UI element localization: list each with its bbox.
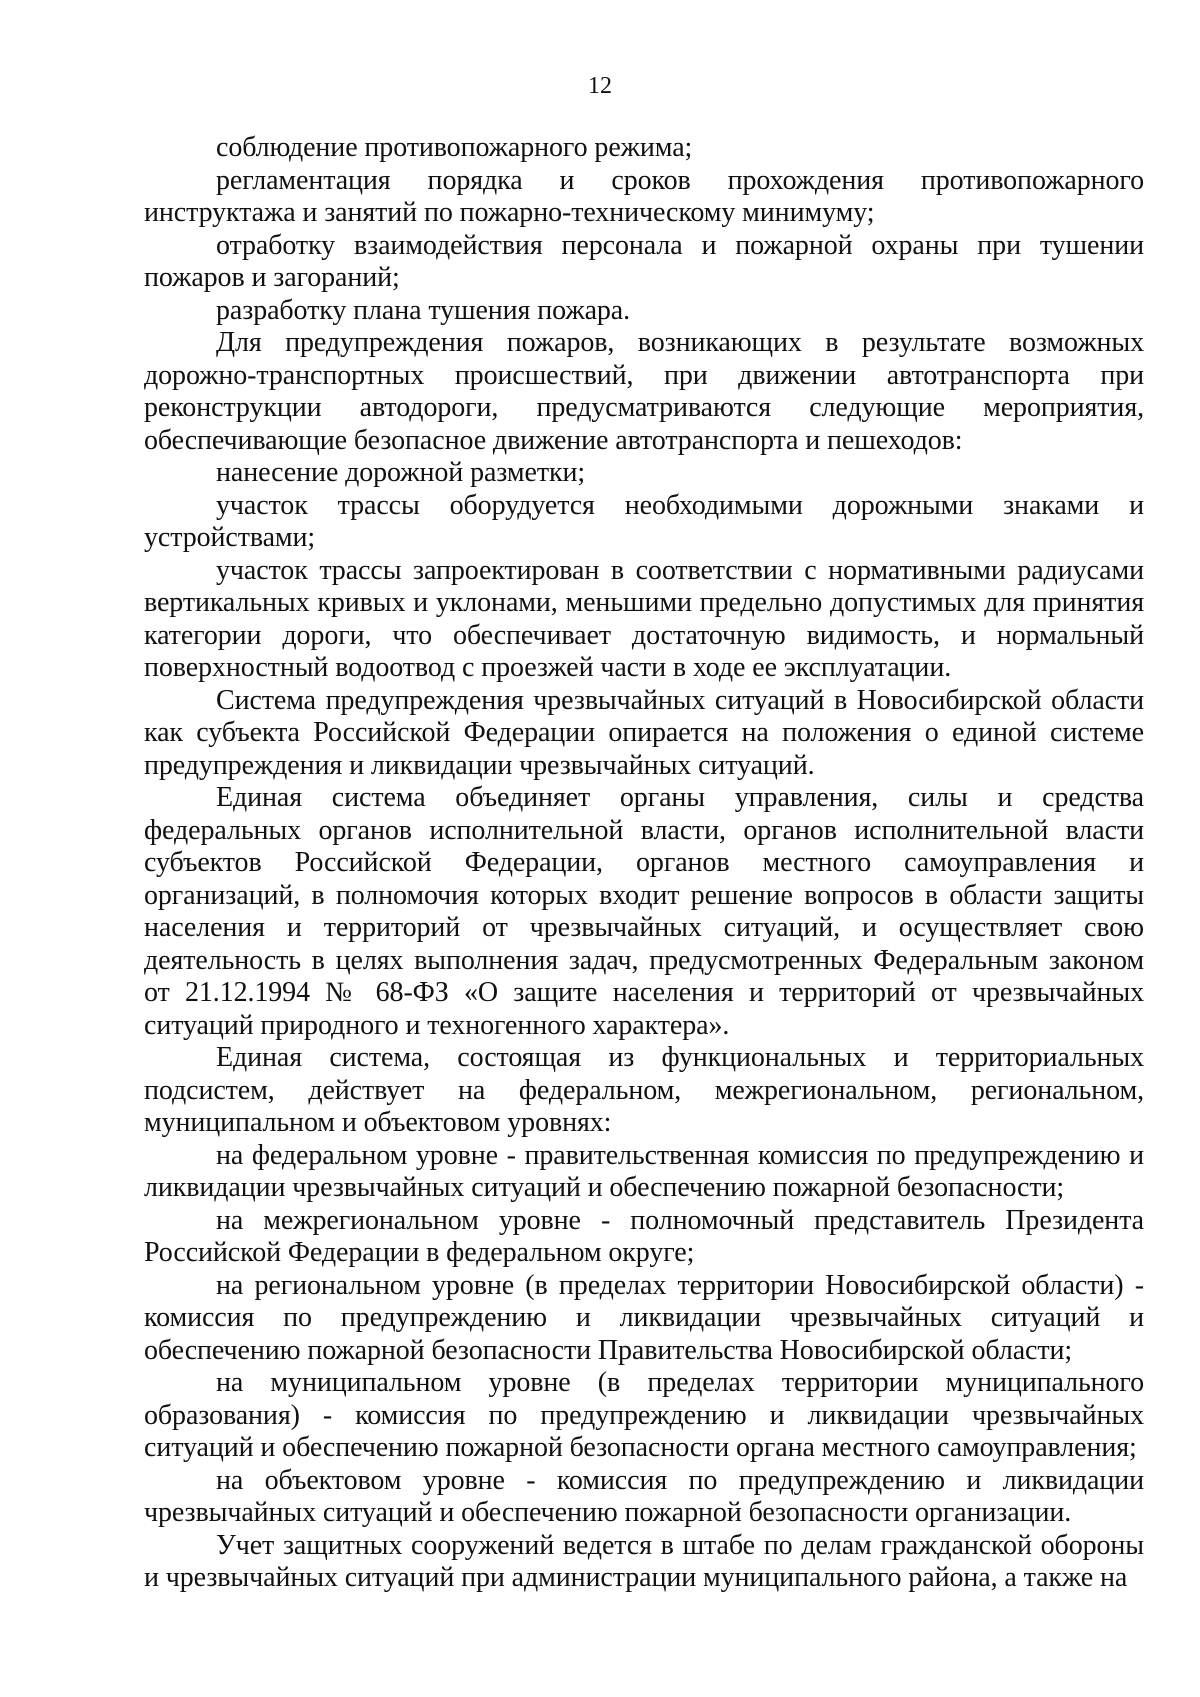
paragraph: соблюдение противопожарного режима;: [216, 132, 693, 163]
paragraph: Учет защитных сооружений ведется в штабе по делам гражданской обороны и чрезвычайных ситуаций при администрации муниципального района, а также на: [144, 1529, 1144, 1593]
paragraph: на межрегиональном уровне - полномочный представитель Президента Российской Федерации в федеральном округе;: [144, 1204, 1144, 1268]
paragraph: регламентация порядка и сроков прохождения противопожарного инструктажа и занятий по пожарно-техническому минимуму;: [144, 164, 1144, 228]
paragraph: участок трассы оборудуется необходимыми дорожными знаками и устройствами;: [144, 489, 1144, 553]
paragraph: Единая система, состоящая из функциональных и территориальных подсистем, действует на федеральном, межрегиональном, региональном, муниципальном и объектовом уровнях:: [144, 1042, 1144, 1138]
paragraph: участок трассы запроектирован в соответствии с нормативными радиусами вертикальных кривых и уклонами, меньшими предельно допустимых для принятия категории дороги, что обеспечивает достаточную видимость, и нормальный поверхностный водоотвод с проезжей части в ходе ее эксплуатации.: [144, 554, 1144, 683]
paragraph: разработку плана тушения пожара.: [216, 294, 631, 326]
paragraph: Для предупреждения пожаров, возникающих в результате возможных дорожно-транспортных происшествий, при движении автотранспорта при реконструкции автодороги, предусматриваются следующие мероприятия, обеспечивающие безопасное движение автотранспорта и пешеходов:: [144, 327, 1144, 456]
paragraph: нанесение дорожной разметки;: [216, 457, 586, 488]
paragraph: Система предупреждения чрезвычайных ситуаций в Новосибирской области как субъекта Российской Федерации опирается на положения о единой системе предупреждения и ликвидации чрезвычайных ситуаций.: [144, 684, 1144, 781]
paragraph: на объектовом уровне - комиссия по предупреждению и ликвидации чрезвычайных ситуаций и обеспечению пожарной безопасности организации.: [144, 1464, 1144, 1528]
paragraph: отработку взаимодействия персонала и пожарной охраны при тушении пожаров и загораний;: [144, 229, 1144, 293]
paragraph: на муниципальном уровне (в пределах территории муниципального образования) - комиссия по предупреждению и ликвидации чрезвычайных ситуаций и обеспечению пожарной безопасности органа местного самоуправления;: [144, 1367, 1144, 1463]
paragraph: Единая система объединяет органы управления, силы и средства федеральных органов исполнительной власти, органов исполнительной власти субъектов Российской Федерации, органов местного самоуправления и организаций, в полномочия которых входит решение вопросов в области защиты населения и территорий от чрезвычайных ситуаций, и осуществляет свою деятельность в целях выполнения задач, предусмотренных Федеральным законом от 21.12.1994 № 68-ФЗ «О защите населения и территорий от чрезвычайных ситуаций природного и техногенного характера».: [144, 782, 1144, 1041]
page-number: 12: [588, 73, 612, 99]
paragraph: на региональном уровне (в пределах территории Новосибирской области) - комиссия по предупреждению и ликвидации чрезвычайных ситуаций и обеспечению пожарной безопасности Правительства Новосибирской области;: [144, 1269, 1144, 1366]
document-body: [144, 132, 1144, 1595]
paragraph: на федеральном уровне - правительственная комиссия по предупреждению и ликвидации чрезвычайных ситуаций и обеспечению пожарной безопасности;: [144, 1139, 1144, 1203]
